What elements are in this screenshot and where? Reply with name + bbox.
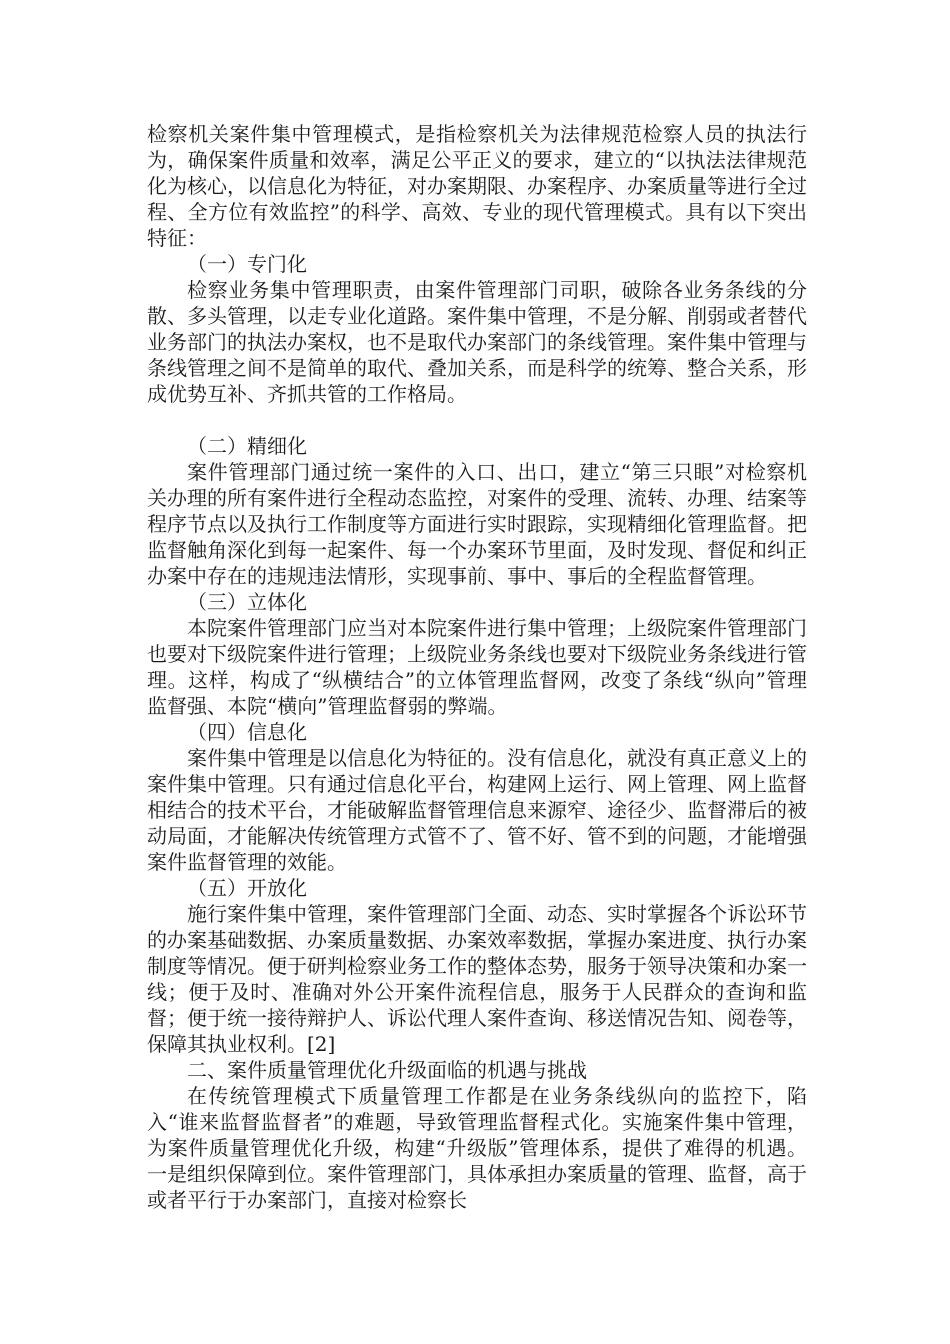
section-heading-specialization: （一）专门化 [187, 252, 307, 276]
section-heading-informatization: （四）信息化 [187, 720, 307, 744]
document-body [147, 121, 807, 1213]
paragraph-refinement: 案件管理部门通过统一案件的入口、出口，建立“第三只眼”对检察机关办理的所有案件进行全程动态监控，对案件的受理、流转、办理、结案等程序节点以及执行工作制度等方面进行实时跟踪，实现精细化管理监督。把监督触角深化到每一起案件、每一个办案环节里面，及时发现、督促和纠正办案中存在的违规违法情形，实现事前、事中、事后的全程监督管理。 [147, 460, 807, 588]
paragraph-informatization: 案件集中管理是以信息化为特征的。没有信息化，就没有真正意义上的案件集中管理。只有通过信息化平台，构建网上运行、网上管理、网上监督相结合的技术平台，才能破解监督管理信息来源窄、途径少、监督滞后的被动局面，才能解决传统管理方式管不了、管不好、管不到的问题，才能增强案件监督管理的效能。 [147, 746, 807, 874]
paragraph-openness: 施行案件集中管理，案件管理部门全面、动态、实时掌握各个诉讼环节的办案基础数据、办案质量数据、办案效率数据，掌握办案进度、执行办案制度等情况。便于研判检察业务工作的整体态势，服务于领导决策和办案一线；便于及时、准确对外公开案件流程信息，服务于人民群众的查询和监督；便于统一接待辩护人、诉讼代理人案件查询、移送情况告知、阅卷等，保障其执业权利。[2] [147, 902, 807, 1056]
intro-paragraph: 检察机关案件集中管理模式，是指检察机关为法律规范检察人员的执法行为，确保案件质量和效率，满足公平正义的要求，建立的“以执法法律规范化为核心，以信息化为特征，对办案期限、办案程序、办案质量等进行全过程、全方位有效监控”的科学、高效、专业的现代管理模式。具有以下突出特征： [147, 122, 807, 250]
chapter-heading-opportunities: 二、案件质量管理优化升级面临的机遇与挑战 [187, 1058, 587, 1082]
paragraph-three-dimensional: 本院案件管理部门应当对本院案件进行集中管理；上级院案件管理部门也要对下级院案件进行管理；上级院业务条线也要对下级院业务条线进行管理。这样，构成了“纵横结合”的立体管理监督网，改变了条线“纵向”管理监督强、本院“横向”管理监督弱的弊端。 [147, 616, 807, 718]
section-heading-refinement: （二）精细化 [187, 434, 307, 458]
paragraph-specialization: 检察业务集中管理职责，由案件管理部门司职，破除各业务条线的分散、多头管理，以走专业化道路。案件集中管理，不是分解、削弱或者替代业务部门的执法办案权，也不是取代办案部门的条线管理。案件集中管理与条线管理之间不是简单的取代、叠加关系，而是科学的统筹、整合关系，形成优势互补、齐抓共管的工作格局。 [147, 278, 807, 406]
section-heading-three-dimensional: （三）立体化 [187, 590, 307, 614]
paragraph-opportunities: 在传统管理模式下质量管理工作都是在业务条线纵向的监控下，陷入“谁来监督监督者”的难题，导致管理监督程式化。实施案件集中管理，为案件质量管理优化升级，构建“升级版”管理体系，提供了难得的机遇。一是组织保障到位。案件管理部门，具体承担办案质量的管理、监督，高于或者平行于办案部门，直接对检察长 [147, 1084, 807, 1212]
section-heading-openness: （五）开放化 [187, 876, 307, 900]
